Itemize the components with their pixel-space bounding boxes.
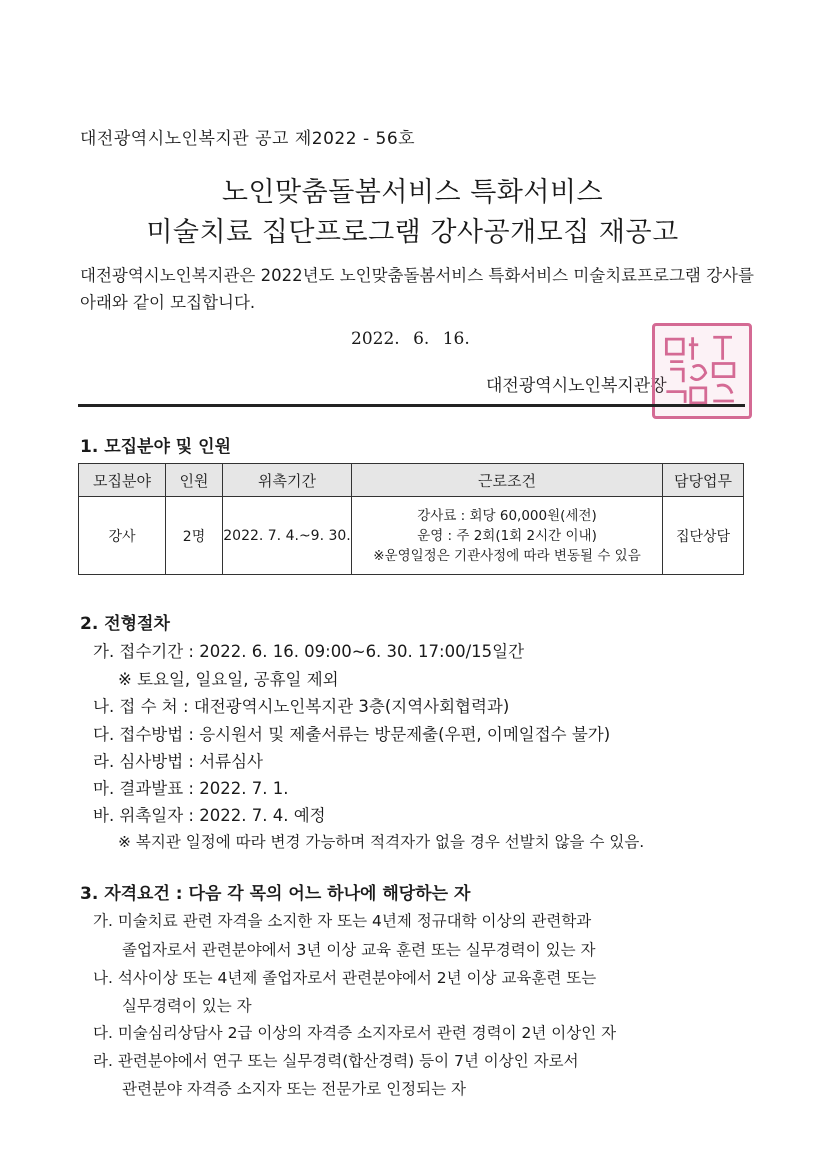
section-divider (78, 404, 745, 407)
list-item-note: ※ 복지관 일정에 따라 변경 가능하며 적격자가 없을 경우 선발치 않을 수 있음. (118, 833, 645, 851)
condition-note: ※운영일정은 기관사정에 따라 변동될 수 있음 (373, 547, 641, 564)
page-title-line2: 미술치료 집단프로그램 강사공개모집 재공고 (146, 217, 679, 248)
section2-heading: 2. 전형절차 (80, 614, 170, 634)
condition-fee: 강사료 : 회당 60,000원(세전) (417, 507, 597, 524)
column-header: 인원 (166, 464, 223, 497)
list-item: 나. 접 수 처 : 대전광역시노인복지관 3층(지역사회협력과) (93, 697, 510, 716)
list-item: 마. 결과발표 : 2022. 7. 1. (93, 779, 289, 798)
section1-heading: 1. 모집분야 및 인원 (80, 437, 231, 457)
cell-conditions (352, 497, 663, 575)
column-header: 위촉기간 (223, 464, 352, 497)
condition-schedule: 운영 : 주 2회(1회 2시간 이내) (417, 527, 597, 544)
section3-heading: 3. 자격요건 : 다음 각 목의 어느 하나에 해당하는 자 (80, 884, 471, 904)
list-item: 다. 미술심리상담사 2급 이상의 자격증 소지자로서 관련 경력이 2년 이상인 자 (93, 1024, 617, 1042)
page-title-line1: 노인맞춤돌봄서비스 특화서비스 (221, 177, 604, 208)
list-item: 가. 미술치료 관련 자격을 소지한 자 또는 4년제 정규대학 이상의 관련학과 (93, 912, 592, 930)
notice-number: 대전광역시노인복지관 공고 제2022 - 56호 (80, 129, 416, 149)
list-item-note: ※ 토요일, 일요일, 공휴일 제외 (118, 670, 339, 689)
column-header: 담당업무 (663, 464, 744, 497)
cell-field: 강사 (79, 497, 166, 575)
list-item: 다. 접수방법 : 응시원서 및 제출서류는 방문제출(우편, 이메일접수 불가) (93, 725, 611, 744)
intro-paragraph: 대전광역시노인복지관은 2022년도 노인맞춤돌봄서비스 특화서비스 미술치료프로그램 강사를 아래와 같이 모집합니다. (80, 266, 754, 312)
cell-duty: 집단상담 (663, 497, 744, 575)
list-item: 라. 심사방법 : 서류심사 (93, 752, 263, 771)
list-item-continued: 관련분야 자격증 소지자 또는 전문가로 인정되는 자 (122, 1080, 466, 1098)
recruitment-table (78, 463, 744, 575)
issue-date: 2022. 6. 16. (351, 329, 470, 349)
list-item-continued: 실무경력이 있는 자 (122, 997, 252, 1015)
list-item: 바. 위촉일자 : 2022. 7. 4. 예정 (93, 806, 326, 825)
column-header: 근로조건 (352, 464, 663, 497)
table-row (79, 497, 744, 575)
table-header-row (79, 464, 744, 497)
cell-count: 2명 (166, 497, 223, 575)
list-item: 나. 석사이상 또는 4년제 졸업자로서 관련분야에서 2년 이상 교육훈련 또는 (93, 969, 597, 987)
column-header: 모집분야 (79, 464, 166, 497)
list-item: 가. 접수기간 : 2022. 6. 16. 09:00~6. 30. 17:00/15일간 (93, 642, 525, 661)
list-item: 라. 관련분야에서 연구 또는 실무경력(합산경력) 등이 7년 이상인 자로서 (93, 1052, 579, 1070)
issuer-name: 대전광역시노인복지관장 (486, 376, 667, 396)
seal-icon (655, 326, 749, 416)
cell-period: 2022. 7. 4.~9. 30. (223, 497, 352, 575)
list-item-continued: 졸업자로서 관련분야에서 3년 이상 교육 훈련 또는 실무경력이 있는 자 (122, 941, 596, 959)
